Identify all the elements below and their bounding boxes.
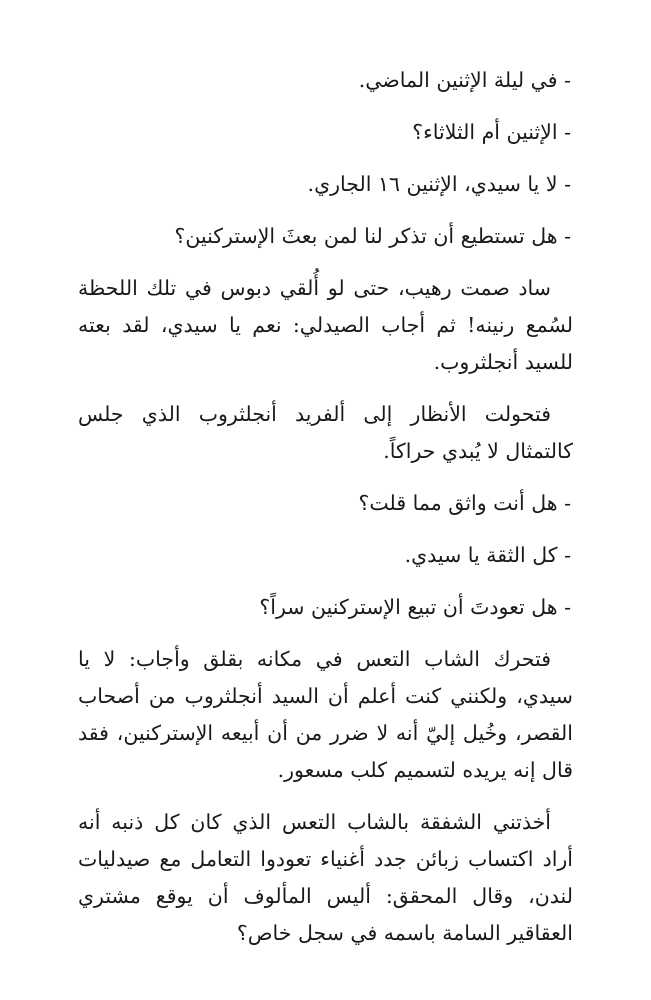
narration-paragraph: ساد صمت رهيب، حتى لو أُلقي دبوس في تلك اللحظة لسُمع رنينه! ثم أجاب الصيدلي: نعم يا سيدي، لقد بعته للسيد أنجلثروب. [78,276,573,374]
dialogue-line: - كل الثقة يا سيدي. [404,543,571,567]
narration-paragraph: فتحرك الشاب التعس في مكانه بقلق وأجاب: لا يا سيدي، ولكنني كنت أعلم أن السيد أنجلثروب من أصحاب القصر، وخُيل إليّ أنه لا ضرر من أن أبيعه الإستركنين، فقد قال إنه يريده لتسميم كلب مسعور. [78,647,573,782]
dialogue-line: - هل تستطيع أن تذكر لنا لمن بعثَ الإستركنين؟ [174,224,571,248]
dialogue-line: - في ليلة الإثنين الماضي. [358,68,571,92]
dialogue-line: - هل تعودتَ أن تبيع الإستركنين سراً؟ [259,595,571,619]
narration-paragraph: أخذتني الشفقة بالشاب التعس الذي كان كل ذنبه أنه أراد اكتساب زبائن جدد أغنياء تعودوا التعامل مع صيدليات لندن، وقال المحقق: أليس المألوف أن يوقع مشتري العقاقير السامة باسمه في سجل خاص؟ [78,810,573,945]
dialogue-line: - الإثنين أم الثلاثاء؟ [412,120,571,144]
dialogue-line: - لا يا سيدي، الإثنين ١٦ الجاري. [307,172,571,196]
dialogue-line: - هل أنت واثق مما قلت؟ [358,491,571,515]
narration-paragraph: فتحولت الأنظار إلى ألفريد أنجلثروب الذي جلس كالتمثال لا يُبدي حراكاً. [78,402,573,463]
